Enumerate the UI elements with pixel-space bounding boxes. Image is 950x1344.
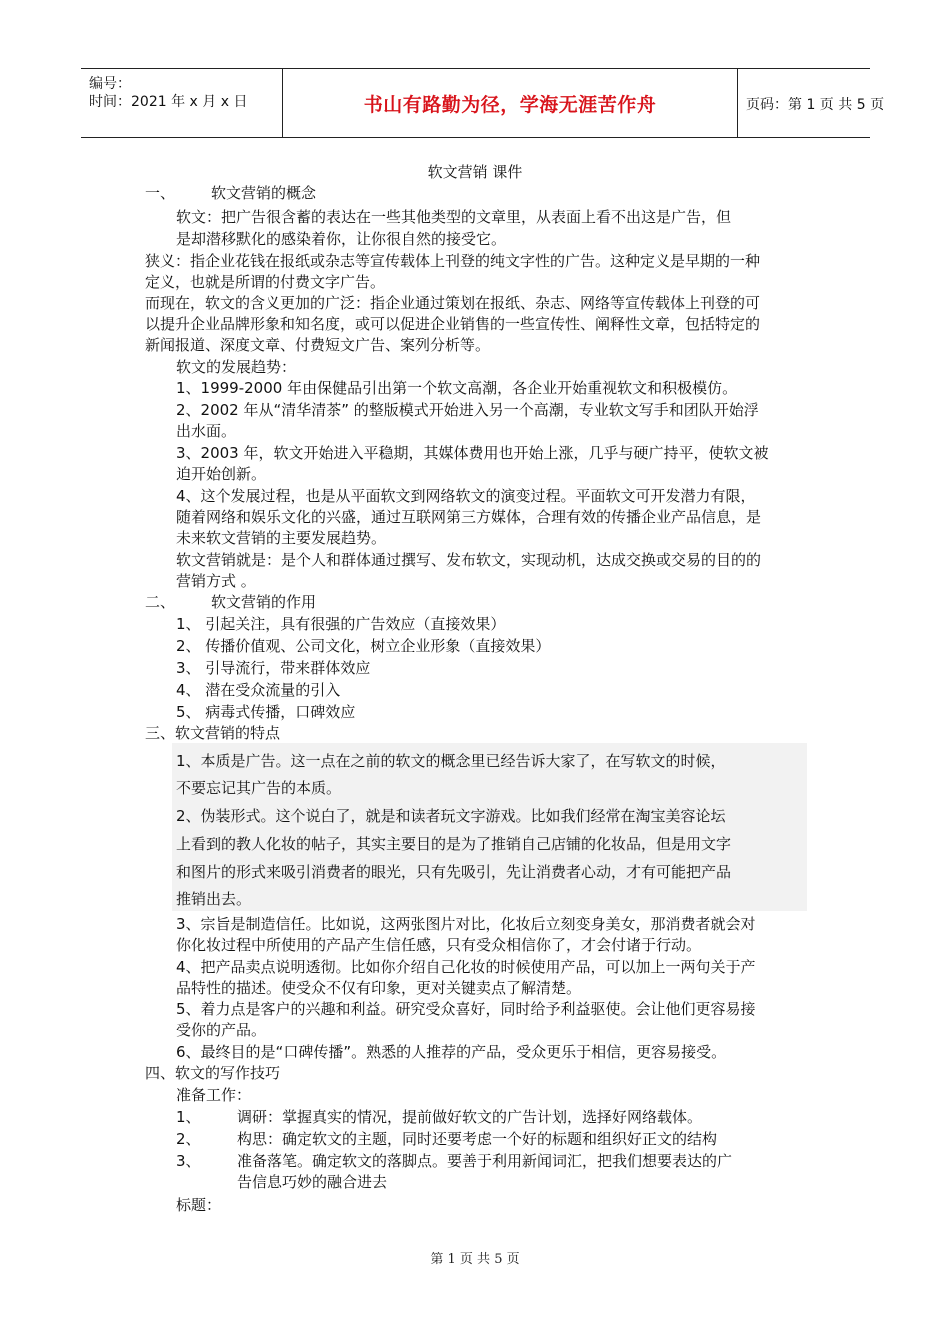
list-item: 准备落笔。确定软文的落脚点。要善于利用新闻词汇，把我们想要表达的广 bbox=[237, 1152, 733, 1170]
list-item: 调研：掌握真实的情况，提前做好软文的广告计划，选择好网络载体。 bbox=[237, 1108, 703, 1126]
list-item: 2、 传播价值观、公司文化，树立企业形象（直接效果） bbox=[176, 637, 551, 655]
list-item: 4、 潜在受众流量的引入 bbox=[176, 681, 341, 699]
paragraph-line: 2、伪装形式。这个说白了，就是和读者玩文字游戏。比如我们经常在淘宝美容论坛 bbox=[176, 807, 726, 825]
paragraph-line: 是却潜移默化的感染着你，让你很自然的接受它。 bbox=[176, 230, 507, 248]
list-item: 5、 病毒式传播，口碑效应 bbox=[176, 703, 356, 721]
paragraph-line: 4、这个发展过程，也是从平面软文到网络软文的演变过程。平面软文可开发潜力有限， bbox=[176, 487, 756, 505]
paragraph-line: 狭义：指企业花钱在报纸或杂志等宣传载体上刊登的纯文字性的广告。这种定义是早期的一种 bbox=[145, 252, 761, 270]
page-footer: 第 1 页 共 5 页 bbox=[430, 1252, 520, 1267]
paragraph-line: 随着网络和娱乐文化的兴盛，通过互联网第三方媒体，合理有效的传播企业产品信息，是 bbox=[176, 508, 762, 526]
paragraph-line: 迫开始创新。 bbox=[176, 465, 267, 483]
section-2-title: 软文营销的作用 bbox=[211, 593, 317, 611]
paragraph-line: 定义，也就是所谓的付费文字广告。 bbox=[145, 273, 386, 291]
paragraph-line: 和图片的形式来吸引消费者的眼光，只有先吸引，先让消费者心动，才有可能把产品 bbox=[176, 863, 732, 881]
paragraph-line: 你化妆过程中所使用的产品产生信任感，只有受众相信你了，才会付诸于行动。 bbox=[176, 936, 702, 954]
list-number: 2、 bbox=[176, 1130, 201, 1148]
paragraph-line: 推销出去。 bbox=[176, 890, 252, 908]
list-number: 1、 bbox=[176, 1108, 201, 1126]
paragraph-line: 准备工作： bbox=[176, 1086, 252, 1104]
paragraph-line: 软文营销就是：是个人和群体通过撰写、发布软文，实现动机，达成交换或交易的目的的 bbox=[176, 551, 762, 569]
paragraph-line: 以提升企业品牌形象和知名度，或可以促进企业销售的一些宣传性、阐释性文章，包括特定的 bbox=[145, 315, 761, 333]
section-1-number: 一、 bbox=[145, 184, 176, 202]
paragraph-line: 出水面。 bbox=[176, 422, 237, 440]
time-label: 时间：2021 年 x 月 x 日 bbox=[89, 94, 248, 110]
paragraph-line: 标题： bbox=[176, 1196, 222, 1214]
header-page-cell bbox=[738, 69, 885, 137]
paragraph-line: 1、本质是广告。这一点在之前的软文的概念里已经告诉大家了，在写软文的时候， bbox=[176, 752, 726, 770]
document-title: 软文营销 课件 bbox=[427, 163, 523, 181]
page-code: 页码：第 1 页 共 5 页 bbox=[746, 97, 885, 113]
paragraph-line: 6、最终目的是“口碑传播”。熟悉的人推荐的产品，受众更乐于相信，更容易接受。 bbox=[176, 1043, 727, 1061]
motto: 书山有路勤为径，学海无涯苦作舟 bbox=[363, 94, 657, 116]
paragraph-line: 2、2002 年从“清华清茶” 的整版模式开始进入另一个高潮，专业软文写手和团队开始浮 bbox=[176, 401, 759, 419]
section-3-title: 三、软文营销的特点 bbox=[145, 724, 281, 742]
header-motto-cell bbox=[283, 69, 738, 137]
list-item: 1、 引起关注，具有很强的广告效应（直接效果） bbox=[176, 615, 506, 633]
list-number: 3、 bbox=[176, 1152, 201, 1170]
paragraph-line: 3、宗旨是制造信任。比如说，这两张图片对比，化妆后立刻变身美女，那消费者就会对 bbox=[176, 915, 756, 933]
list-item: 告信息巧妙的融合进去 bbox=[237, 1173, 388, 1191]
section-1-title: 软文营销的概念 bbox=[211, 184, 317, 202]
paragraph-line: 营销方式 。 bbox=[176, 572, 256, 590]
paragraph-line: 而现在，软文的含义更加的广泛：指企业通过策划在报纸、杂志、网络等宣传载体上刊登的可 bbox=[145, 294, 761, 312]
paragraph-line: 品特性的描述。使受众不仅有印象，更对关键卖点了解清楚。 bbox=[176, 979, 582, 997]
section-4-title: 四、软文的写作技巧 bbox=[145, 1064, 281, 1082]
list-item: 构思：确定软文的主题，同时还要考虑一个好的标题和组织好正文的结构 bbox=[237, 1130, 718, 1148]
paragraph-line: 1、1999-2000 年由保健品引出第一个软文高潮，各企业开始重视软文和积极模仿。 bbox=[176, 379, 738, 397]
paragraph-line: 未来软文营销的主要发展趋势。 bbox=[176, 529, 387, 547]
paragraph-line: 软文：把广告很含蓄的表达在一些其他类型的文章里，从表面上看不出这是广告，但 bbox=[176, 208, 732, 226]
paragraph-line: 不要忘记其广告的本质。 bbox=[176, 779, 342, 797]
paragraph-line: 上看到的教人化妆的帖子，其实主要目的是为了推销自己店铺的化妆品，但是用文字 bbox=[176, 835, 732, 853]
paragraph-line: 软文的发展趋势： bbox=[176, 358, 297, 376]
list-item: 3、 引导流行，带来群体效应 bbox=[176, 659, 371, 677]
number-label: 编号： bbox=[89, 76, 131, 92]
paragraph-line: 4、把产品卖点说明透彻。比如你介绍自己化妆的时候使用产品，可以加上一两句关于产 bbox=[176, 958, 756, 976]
paragraph-line: 新闻报道、深度文章、付费短文广告、案列分析等。 bbox=[145, 336, 491, 354]
paragraph-line: 受你的产品。 bbox=[176, 1021, 267, 1039]
paragraph-line: 5、着力点是客户的兴趣和利益。研究受众喜好，同时给予利益驱使。会让他们更容易接 bbox=[176, 1000, 756, 1018]
paragraph-line: 3、2003 年，软文开始进入平稳期，其媒体费用也开始上涨，几乎与硬广持平，使软文被 bbox=[176, 444, 769, 462]
section-2-number: 二、 bbox=[145, 593, 176, 611]
header-meta-cell bbox=[81, 69, 283, 137]
header-table bbox=[81, 68, 885, 138]
